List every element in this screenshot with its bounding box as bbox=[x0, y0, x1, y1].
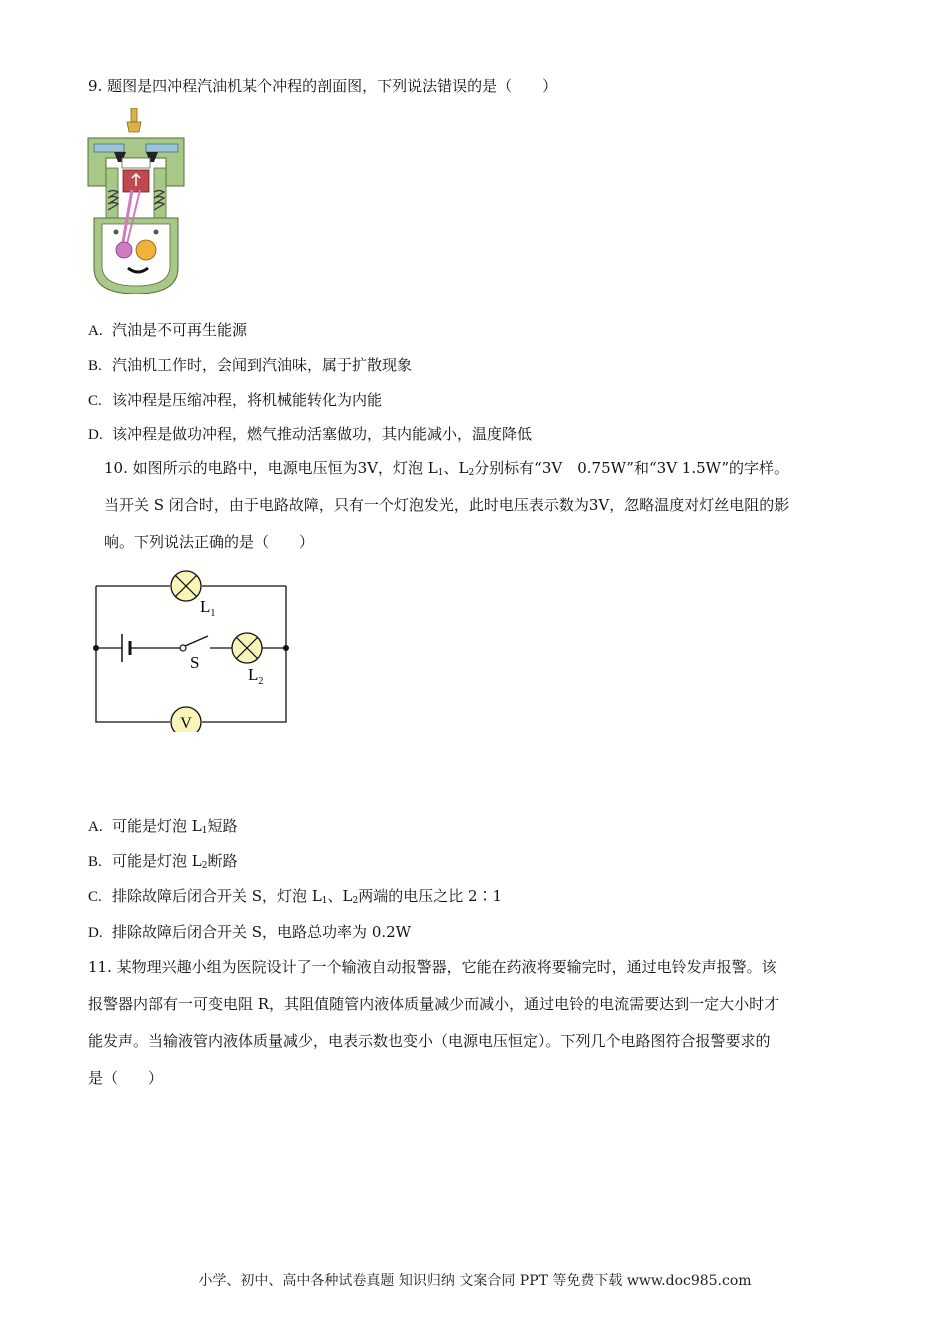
q10-option-d-text: 排除故障后闭合开关 S，电路总功率为 0.2W bbox=[112, 923, 412, 941]
q9-option-d-text: 该冲程是做功冲程，燃气推动活塞做功，其内能减小，温度降低 bbox=[112, 425, 533, 443]
junction-right bbox=[283, 645, 289, 651]
q10-option-b-sub: 2 bbox=[201, 861, 208, 871]
q10-option-c-text2: 、L bbox=[327, 887, 353, 905]
q9-option-c-letter: C. bbox=[88, 393, 102, 409]
q10-option-c-text1: 排除故障后闭合开关 S，灯泡 L bbox=[112, 887, 322, 905]
q10-option-c bbox=[88, 886, 502, 907]
q10-stem-line2: 当开关 S 闭合时，由于电路故障，只有一个灯泡发光，此时电压表示数为3V，忽略温度对灯丝电阻的影 bbox=[104, 496, 790, 514]
q11-stem-line3: 能发声。当输液管内液体质量减少，电表示数也变小（电源电压恒定）。下列几个电路图符合报警要求的 bbox=[88, 1032, 771, 1050]
voltmeter-symbol bbox=[171, 707, 201, 732]
q10-stem-part1: 10. 如图所示的电路中，电源电压恒为3V，灯泡 L bbox=[104, 459, 438, 477]
q10-option-a bbox=[88, 816, 237, 837]
q10-option-c-text3: 两端的电压之比 2∶1 bbox=[358, 887, 503, 905]
q10-stem-sub1: 1 bbox=[437, 468, 444, 478]
lamp-l1-symbol bbox=[171, 571, 201, 601]
voltmeter-label: V bbox=[180, 715, 192, 732]
q9-option-d bbox=[88, 424, 532, 445]
lamp-l2-label: $L_2$ bbox=[248, 665, 264, 687]
q9-option-b-text: 汽油机工作时，会闻到汽油味，属于扩散现象 bbox=[112, 356, 413, 374]
lamp-l1-label: $L_1$ bbox=[200, 597, 216, 619]
page-footer: 小学、初中、高中各种试卷真题 知识归纳 文案合同 PPT 等免费下载 www.doc985.com bbox=[198, 1273, 752, 1289]
q9-option-a-letter: A. bbox=[88, 323, 103, 339]
q9-option-a-text: 汽油是不可再生能源 bbox=[112, 321, 248, 339]
switch-label: S bbox=[190, 653, 200, 672]
q10-option-a-text1: 可能是灯泡 L bbox=[112, 817, 202, 835]
q10-option-b-text2: 断路 bbox=[207, 852, 238, 870]
q10-option-d bbox=[88, 922, 411, 943]
switch-blade bbox=[185, 636, 208, 646]
q9-option-b-letter: B. bbox=[88, 358, 102, 374]
q10-option-c-sub2: 2 bbox=[352, 896, 359, 906]
q9-option-b bbox=[88, 355, 412, 376]
q9-option-c-text: 该冲程是压缩冲程，将机械能转化为内能 bbox=[112, 391, 383, 409]
q10-option-a-sub: 1 bbox=[201, 826, 208, 836]
q10-stem-part2: 、L bbox=[443, 459, 469, 477]
q10-stem-part3: 分别标有“3V 0.75W”和“3V 1.5W”的字样。 bbox=[474, 459, 790, 477]
lamp-l2-symbol bbox=[232, 633, 262, 663]
q11-stem-line2 bbox=[88, 994, 779, 1014]
circuit-diagram bbox=[86, 562, 296, 732]
q10-option-b-letter: B. bbox=[88, 854, 102, 870]
q11-stem-line1: 11. 某物理兴趣小组为医院设计了一个输液自动报警器，它能在药液将要输完时，通过电铃发声报警。该 bbox=[88, 958, 777, 976]
q10-option-a-letter: A. bbox=[88, 819, 103, 835]
q10-option-a-text2: 短路 bbox=[207, 817, 238, 835]
q10-stem-line3: 响。下列说法正确的是（ ） bbox=[104, 533, 315, 551]
q10-option-d-letter: D. bbox=[88, 925, 103, 941]
q9-stem: 9. 题图是四冲程汽油机某个冲程的剖面图，下列说法错误的是（ ） bbox=[88, 77, 558, 95]
q10-option-b bbox=[88, 851, 237, 872]
junction-left bbox=[93, 645, 99, 651]
q10-stem-line1 bbox=[104, 458, 789, 478]
q11-stem-line4: 是（ ） bbox=[88, 1069, 164, 1087]
q10-option-c-sub1: 1 bbox=[321, 896, 328, 906]
q9-option-d-letter: D. bbox=[88, 427, 103, 443]
q10-option-c-letter: C. bbox=[88, 889, 102, 905]
q10-stem-sub2: 2 bbox=[468, 468, 475, 478]
engine-cross-section-figure bbox=[86, 108, 186, 294]
q9-option-a bbox=[88, 320, 247, 341]
q10-option-b-text1: 可能是灯泡 L bbox=[112, 852, 202, 870]
q11-stem-line2-text: 报警器内部有一可变电阻 R，其阻值随管内液体质量减少而减小，通过电铃的电流需要达到一定大小时才 bbox=[88, 995, 780, 1013]
q9-option-c bbox=[88, 390, 382, 411]
